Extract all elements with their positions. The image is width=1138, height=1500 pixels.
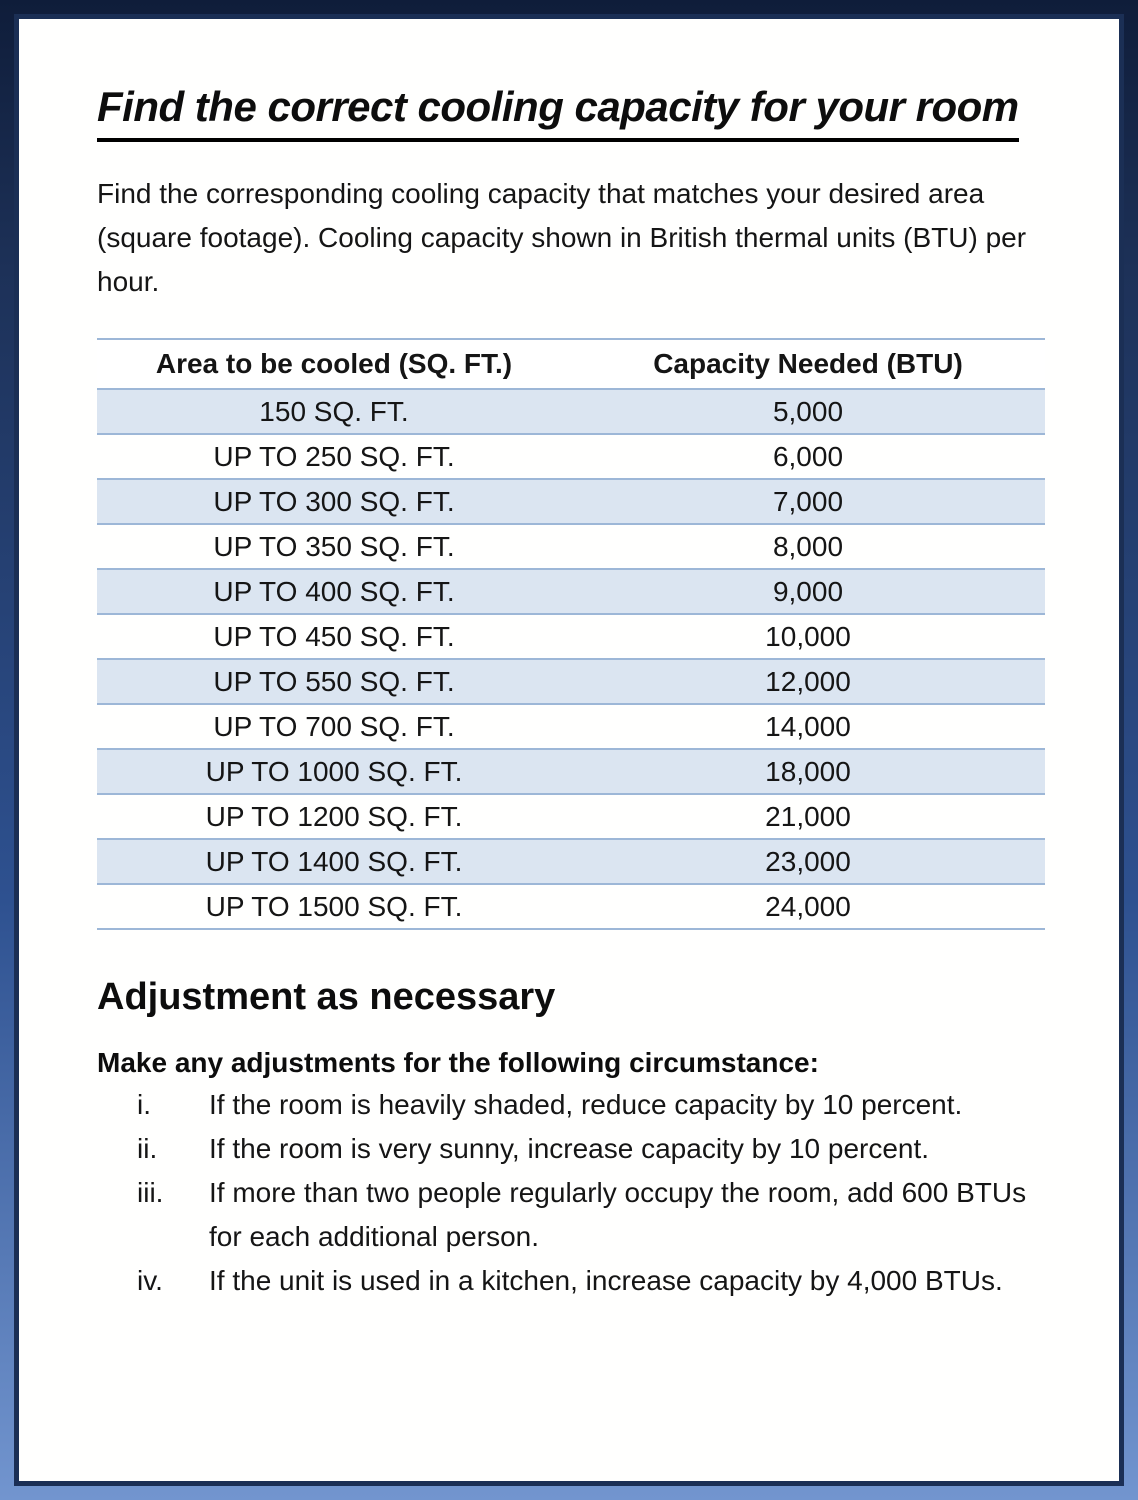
table-row	[97, 479, 1045, 524]
capacity-cell: 12,000	[571, 659, 1045, 704]
list-item-text: If the room is heavily shaded, reduce capacity by 10 percent.	[209, 1089, 963, 1121]
capacity-cell: 24,000	[765, 890, 851, 922]
list-item	[137, 1083, 1045, 1127]
capacity-cell: 9,000	[571, 569, 1045, 614]
area-cell: UP TO 1500 SQ. FT.	[205, 890, 463, 922]
document-sheet	[14, 14, 1124, 1486]
list-item-text: If the room is very sunny, increase capacity by 10 percent.	[209, 1133, 930, 1165]
table-row	[97, 704, 1045, 749]
area-cell: UP TO 400 SQ. FT.	[97, 569, 571, 614]
capacity-cell: 18,000	[571, 749, 1045, 794]
table-row	[97, 389, 1045, 434]
table-row	[97, 569, 1045, 614]
area-cell: 150 SQ. FT.	[97, 389, 571, 434]
table-row	[97, 614, 1045, 659]
area-cell: UP TO 1400 SQ. FT.	[97, 839, 571, 884]
table-row	[97, 884, 1045, 929]
capacity-cell: 10,000	[765, 620, 851, 652]
adjustments-heading: Adjustment as necessary	[97, 976, 556, 1019]
list-item	[137, 1259, 1045, 1303]
table-row	[97, 749, 1045, 794]
area-cell: UP TO 450 SQ. FT.	[213, 620, 455, 652]
list-item-marker: iii.	[137, 1177, 164, 1209]
area-cell: UP TO 250 SQ. FT.	[213, 440, 455, 472]
area-cell: UP TO 300 SQ. FT.	[97, 479, 571, 524]
capacity-cell: 7,000	[571, 479, 1045, 524]
adjustments-lead: Make any adjustments for the following circumstance:	[97, 1047, 819, 1079]
column-header-area: Area to be cooled (SQ. FT.)	[97, 339, 571, 389]
list-item-marker: ii.	[137, 1133, 158, 1165]
area-cell: UP TO 1000 SQ. FT.	[97, 749, 571, 794]
capacity-cell: 6,000	[772, 440, 844, 472]
list-item-text: If more than two people regularly occupy the room, add 600 BTUs for each additional person.	[209, 1177, 1027, 1253]
list-item	[137, 1127, 1045, 1171]
area-cell: UP TO 350 SQ. FT.	[213, 530, 455, 562]
list-item-marker: iv.	[137, 1265, 163, 1297]
area-cell: UP TO 550 SQ. FT.	[97, 659, 571, 704]
column-header-capacity: Capacity Needed (BTU)	[571, 339, 1045, 389]
table-row	[97, 524, 1045, 569]
capacity-cell: 8,000	[772, 530, 844, 562]
list-item	[137, 1171, 1045, 1259]
capacity-cell: 23,000	[571, 839, 1045, 884]
area-cell: UP TO 700 SQ. FT.	[213, 710, 455, 742]
list-item-text: If the unit is used in a kitchen, increase capacity by 4,000 BTUs.	[209, 1265, 1003, 1297]
list-item-marker: i.	[137, 1089, 151, 1121]
cooling-capacity-table	[97, 338, 1045, 930]
intro-paragraph: Find the corresponding cooling capacity that matches your desired area (square footage). Cooling capacity shown in British thermal units (BTU) per hour.	[97, 178, 1027, 298]
table-row	[97, 794, 1045, 839]
area-cell: UP TO 1200 SQ. FT.	[205, 800, 463, 832]
table-header-row	[97, 339, 1045, 389]
capacity-cell: 14,000	[765, 710, 851, 742]
capacity-cell: 21,000	[765, 800, 851, 832]
table-row	[97, 839, 1045, 884]
page-title: Find the correct cooling capacity for your room	[97, 83, 1019, 142]
capacity-cell: 5,000	[571, 389, 1045, 434]
adjustments-list	[97, 1083, 1045, 1303]
table-row	[97, 659, 1045, 704]
table-row	[97, 434, 1045, 479]
